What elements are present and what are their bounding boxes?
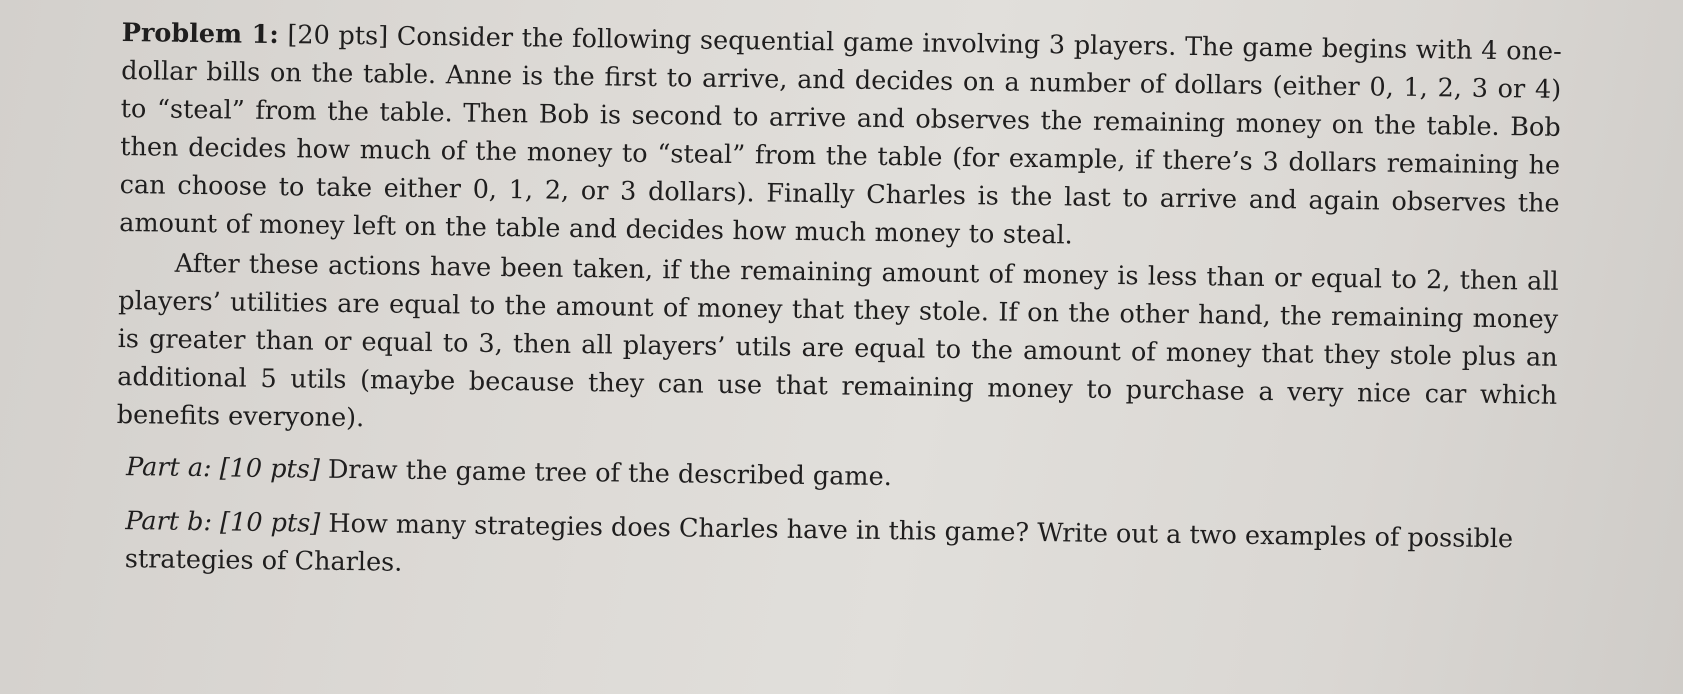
part-a [126, 448, 1556, 505]
problem-text-block [115, 14, 1562, 597]
part-b-text: How many strategies does Charles have in this game? Write out a two examples of possible strategies of Charles. [124, 508, 1514, 578]
part-b [125, 502, 1556, 597]
part-a-text: Draw the game tree of the described game. [327, 454, 892, 493]
problem-statement [119, 14, 1562, 261]
part-b-label: Part b: [10 pts] [125, 506, 321, 539]
problem-points: [20 pts] [287, 20, 389, 52]
problem-intro: Consider the following sequential game involving 3 players. The game begins with 4 one-dollar bills on the table. Anne is the first to arrive, and decides on a number of dollars (either 0, 1, 2, 3 or 4) to “steal” from the table. Then Bob is second to arrive and observes the remaining money on the table. Bob then decides how much of the money to “steal” from the table (for example, if there’s 3 dollars remaining he can choose to take either 0, 1, 2, or 3 dollars). Finally Charles is the last to arrive and again observes the amount of money left on the table and decides how much money to steal. [119, 21, 1562, 251]
problem-heading: Problem 1: [121, 17, 279, 51]
payoff-paragraph: After these actions have been taken, if the remaining amount of money is less than or equal to 2, then all players’ utilities are equal to the amount of money that they stole. If on the other hand, the remaining money is greater than or equal to 3, then all players’ utils are equal to the amount of money that they stole plus an additional 5 utils (maybe because they can use that remaining money to purchase a very nice car which benefits everyone). [116, 248, 1559, 434]
part-a-label: Part a: [10 pts] [125, 452, 321, 485]
